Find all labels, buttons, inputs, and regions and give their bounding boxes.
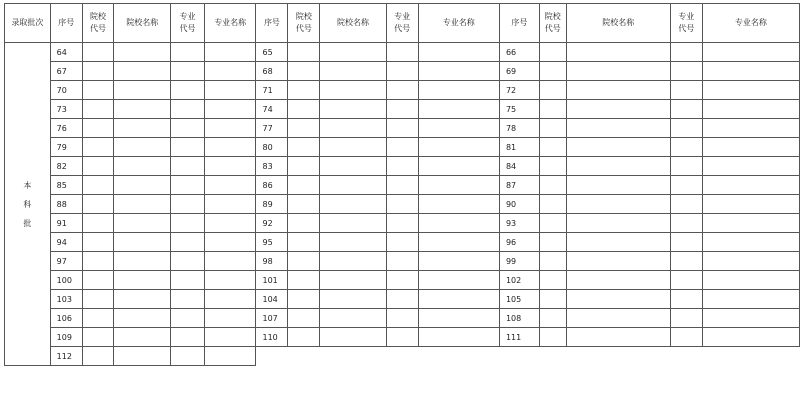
- school-name-input[interactable]: [320, 214, 386, 233]
- school-code-input[interactable]: [539, 138, 566, 157]
- school-name-input[interactable]: [320, 290, 386, 309]
- school-code-input[interactable]: [539, 309, 566, 328]
- school-name-input[interactable]: [566, 214, 670, 233]
- school-code-input[interactable]: [539, 233, 566, 252]
- major-code-input[interactable]: [670, 290, 702, 309]
- school-name-input[interactable]: [566, 62, 670, 81]
- empty-filler: [256, 347, 800, 366]
- seq-cell: 64: [50, 43, 82, 62]
- major-name-input[interactable]: [702, 176, 799, 195]
- major-name-input[interactable]: [204, 195, 256, 214]
- school-code-input[interactable]: [82, 157, 114, 176]
- major-code-input[interactable]: [670, 138, 702, 157]
- major-code-input[interactable]: [171, 347, 205, 366]
- major-code-input[interactable]: [670, 62, 702, 81]
- header-major-code-text: 专业代号: [179, 12, 196, 33]
- school-name-input[interactable]: [566, 176, 670, 195]
- major-name-input[interactable]: [204, 43, 256, 62]
- major-name-input[interactable]: [702, 138, 799, 157]
- school-code-input[interactable]: [288, 119, 320, 138]
- seq-cell: 77: [256, 119, 288, 138]
- major-code-input[interactable]: [386, 233, 418, 252]
- school-code-input[interactable]: [539, 119, 566, 138]
- school-code-input[interactable]: [82, 290, 114, 309]
- major-name-input[interactable]: [702, 309, 799, 328]
- school-name-input[interactable]: [320, 138, 386, 157]
- major-code-input[interactable]: [386, 138, 418, 157]
- school-code-input[interactable]: [82, 62, 114, 81]
- major-code-input[interactable]: [670, 195, 702, 214]
- major-name-input[interactable]: [204, 176, 256, 195]
- school-name-input[interactable]: [320, 81, 386, 100]
- school-code-input[interactable]: [82, 81, 114, 100]
- major-name-input[interactable]: [418, 309, 499, 328]
- seq-cell: 96: [499, 233, 539, 252]
- school-name-input[interactable]: [566, 271, 670, 290]
- major-code-input[interactable]: [386, 290, 418, 309]
- header-seq: 序号: [50, 4, 82, 43]
- seq-cell: 106: [50, 309, 82, 328]
- major-name-input[interactable]: [418, 271, 499, 290]
- major-name-input[interactable]: [204, 271, 256, 290]
- table-row: [5, 233, 800, 252]
- major-name-input[interactable]: [204, 81, 256, 100]
- major-code-input[interactable]: [386, 81, 418, 100]
- major-name-input[interactable]: [418, 157, 499, 176]
- major-name-input[interactable]: [702, 252, 799, 271]
- school-name-input[interactable]: [114, 138, 171, 157]
- major-code-input[interactable]: [171, 271, 205, 290]
- major-code-input[interactable]: [171, 214, 205, 233]
- seq-cell: 90: [499, 195, 539, 214]
- major-name-input[interactable]: [418, 138, 499, 157]
- header-seq: 序号: [499, 4, 539, 43]
- header-major-code: [386, 4, 418, 43]
- header-school-name: 院校名称: [114, 4, 171, 43]
- school-name-input[interactable]: [320, 271, 386, 290]
- school-name-input[interactable]: [114, 176, 171, 195]
- school-code-input[interactable]: [288, 290, 320, 309]
- seq-cell: 84: [499, 157, 539, 176]
- seq-cell: 86: [256, 176, 288, 195]
- school-code-input[interactable]: [539, 43, 566, 62]
- seq-cell: 83: [256, 157, 288, 176]
- school-name-input[interactable]: [114, 119, 171, 138]
- major-code-input[interactable]: [171, 233, 205, 252]
- school-code-input[interactable]: [82, 328, 114, 347]
- school-code-input[interactable]: [539, 81, 566, 100]
- school-code-input[interactable]: [82, 214, 114, 233]
- table-row: [5, 62, 800, 81]
- major-name-input[interactable]: [702, 157, 799, 176]
- school-name-input[interactable]: [114, 81, 171, 100]
- school-name-input[interactable]: [320, 176, 386, 195]
- school-name-input[interactable]: [114, 347, 171, 366]
- seq-cell: 110: [256, 328, 288, 347]
- school-name-input[interactable]: [566, 138, 670, 157]
- seq-cell: 112: [50, 347, 82, 366]
- major-name-input[interactable]: [702, 100, 799, 119]
- school-name-input[interactable]: [114, 43, 171, 62]
- school-code-input[interactable]: [82, 195, 114, 214]
- school-name-input[interactable]: [114, 252, 171, 271]
- seq-cell: 104: [256, 290, 288, 309]
- major-code-input[interactable]: [386, 119, 418, 138]
- seq-cell: 78: [499, 119, 539, 138]
- table-row: [5, 176, 800, 195]
- major-code-input[interactable]: [171, 309, 205, 328]
- major-code-input[interactable]: [670, 214, 702, 233]
- school-code-input[interactable]: [82, 233, 114, 252]
- major-name-input[interactable]: [204, 233, 256, 252]
- major-code-input[interactable]: [386, 328, 418, 347]
- table-row: [5, 195, 800, 214]
- school-code-input[interactable]: [82, 252, 114, 271]
- seq-cell: 65: [256, 43, 288, 62]
- major-code-input[interactable]: [670, 271, 702, 290]
- table-row: [5, 43, 800, 62]
- school-code-input[interactable]: [539, 157, 566, 176]
- school-code-input[interactable]: [288, 176, 320, 195]
- school-name-input[interactable]: [320, 328, 386, 347]
- major-code-input[interactable]: [670, 176, 702, 195]
- school-name-input[interactable]: [566, 157, 670, 176]
- major-name-input[interactable]: [418, 195, 499, 214]
- seq-cell: 85: [50, 176, 82, 195]
- header-major-code: [670, 4, 702, 43]
- major-name-input[interactable]: [204, 62, 256, 81]
- school-name-input[interactable]: [566, 328, 670, 347]
- school-name-input[interactable]: [566, 195, 670, 214]
- school-code-input[interactable]: [82, 347, 114, 366]
- major-code-input[interactable]: [171, 43, 205, 62]
- seq-cell: 100: [50, 271, 82, 290]
- seq-cell: 68: [256, 62, 288, 81]
- school-code-input[interactable]: [288, 252, 320, 271]
- seq-cell: 80: [256, 138, 288, 157]
- seq-cell: 88: [50, 195, 82, 214]
- school-name-input[interactable]: [114, 328, 171, 347]
- school-code-input[interactable]: [82, 176, 114, 195]
- header-school-name: 院校名称: [320, 4, 386, 43]
- major-code-input[interactable]: [171, 176, 205, 195]
- major-code-input[interactable]: [386, 176, 418, 195]
- major-code-input[interactable]: [171, 328, 205, 347]
- major-name-input[interactable]: [702, 62, 799, 81]
- volunteer-form-table: [4, 3, 800, 366]
- seq-cell: 108: [499, 309, 539, 328]
- major-code-input[interactable]: [171, 100, 205, 119]
- table-row: [5, 271, 800, 290]
- major-code-input[interactable]: [670, 157, 702, 176]
- header-major-code: [171, 4, 205, 43]
- header-row: [5, 4, 800, 43]
- major-code-input[interactable]: [386, 252, 418, 271]
- school-name-input[interactable]: [320, 309, 386, 328]
- major-name-input[interactable]: [418, 81, 499, 100]
- seq-cell: 66: [499, 43, 539, 62]
- seq-cell: 75: [499, 100, 539, 119]
- seq-cell: 76: [50, 119, 82, 138]
- major-name-input[interactable]: [204, 328, 256, 347]
- major-name-input[interactable]: [204, 138, 256, 157]
- header-school-code: [539, 4, 566, 43]
- seq-cell: 72: [499, 81, 539, 100]
- seq-cell: 74: [256, 100, 288, 119]
- school-name-input[interactable]: [320, 119, 386, 138]
- major-code-input[interactable]: [670, 43, 702, 62]
- school-name-input[interactable]: [114, 62, 171, 81]
- major-code-input[interactable]: [171, 290, 205, 309]
- header-major-name: 专业名称: [702, 4, 799, 43]
- major-name-input[interactable]: [418, 43, 499, 62]
- major-code-input[interactable]: [386, 271, 418, 290]
- header-major-name: 专业名称: [204, 4, 256, 43]
- school-name-input[interactable]: [114, 290, 171, 309]
- school-code-input[interactable]: [288, 138, 320, 157]
- major-name-input[interactable]: [204, 100, 256, 119]
- table-row: [5, 309, 800, 328]
- major-code-input[interactable]: [171, 62, 205, 81]
- header-major-name: 专业名称: [418, 4, 499, 43]
- school-name-input[interactable]: [114, 309, 171, 328]
- school-code-input[interactable]: [82, 43, 114, 62]
- major-code-input[interactable]: [171, 81, 205, 100]
- school-name-input[interactable]: [320, 100, 386, 119]
- school-code-input[interactable]: [288, 81, 320, 100]
- school-code-input[interactable]: [539, 195, 566, 214]
- table-row: [5, 290, 800, 309]
- table-row: [5, 81, 800, 100]
- major-name-input[interactable]: [702, 43, 799, 62]
- table-row: [5, 100, 800, 119]
- school-name-input[interactable]: [114, 271, 171, 290]
- major-code-input[interactable]: [171, 157, 205, 176]
- seq-cell: 91: [50, 214, 82, 233]
- school-name-input[interactable]: [320, 252, 386, 271]
- school-name-input[interactable]: [114, 157, 171, 176]
- major-code-input[interactable]: [386, 43, 418, 62]
- header-school-code: [82, 4, 114, 43]
- major-code-input[interactable]: [670, 309, 702, 328]
- seq-cell: 69: [499, 62, 539, 81]
- seq-cell: 73: [50, 100, 82, 119]
- seq-cell: 87: [499, 176, 539, 195]
- major-name-input[interactable]: [702, 119, 799, 138]
- major-name-input[interactable]: [702, 195, 799, 214]
- major-name-input[interactable]: [204, 157, 256, 176]
- major-name-input[interactable]: [204, 309, 256, 328]
- school-name-input[interactable]: [566, 100, 670, 119]
- seq-cell: 109: [50, 328, 82, 347]
- school-name-input[interactable]: [566, 119, 670, 138]
- seq-cell: 103: [50, 290, 82, 309]
- school-code-input[interactable]: [82, 100, 114, 119]
- seq-cell: 107: [256, 309, 288, 328]
- major-name-input[interactable]: [702, 81, 799, 100]
- table-row: [5, 252, 800, 271]
- school-code-input[interactable]: [288, 100, 320, 119]
- seq-cell: 111: [499, 328, 539, 347]
- header-school-code: [288, 4, 320, 43]
- seq-cell: 81: [499, 138, 539, 157]
- major-code-input[interactable]: [670, 81, 702, 100]
- major-name-input[interactable]: [702, 233, 799, 252]
- major-code-input[interactable]: [171, 138, 205, 157]
- major-code-input[interactable]: [171, 119, 205, 138]
- batch-cell: [5, 43, 51, 366]
- major-name-input[interactable]: [418, 119, 499, 138]
- major-code-input[interactable]: [386, 309, 418, 328]
- major-name-input[interactable]: [418, 328, 499, 347]
- table-row: [5, 347, 800, 366]
- major-code-input[interactable]: [670, 252, 702, 271]
- major-name-input[interactable]: [204, 252, 256, 271]
- school-code-input[interactable]: [82, 138, 114, 157]
- school-code-input[interactable]: [539, 271, 566, 290]
- school-name-input[interactable]: [320, 195, 386, 214]
- school-code-input[interactable]: [288, 62, 320, 81]
- table-row: [5, 328, 800, 347]
- seq-cell: 67: [50, 62, 82, 81]
- school-name-input[interactable]: [566, 252, 670, 271]
- major-code-input[interactable]: [670, 233, 702, 252]
- major-code-input[interactable]: [386, 195, 418, 214]
- major-name-input[interactable]: [418, 214, 499, 233]
- header-seq: 序号: [256, 4, 288, 43]
- major-name-input[interactable]: [418, 100, 499, 119]
- major-code-input[interactable]: [386, 100, 418, 119]
- school-code-input[interactable]: [82, 309, 114, 328]
- major-code-input[interactable]: [670, 119, 702, 138]
- header-school-code-text: 院校代号: [544, 12, 561, 33]
- seq-cell: 93: [499, 214, 539, 233]
- school-code-input[interactable]: [288, 271, 320, 290]
- major-name-input[interactable]: [204, 347, 256, 366]
- major-name-input[interactable]: [418, 176, 499, 195]
- school-name-input[interactable]: [320, 157, 386, 176]
- header-school-code-text: 院校代号: [295, 12, 312, 33]
- table-row: [5, 119, 800, 138]
- batch-label: 本科批: [23, 180, 32, 228]
- school-code-input[interactable]: [82, 119, 114, 138]
- header-major-code-text: 专业代号: [394, 12, 411, 33]
- major-name-input[interactable]: [702, 290, 799, 309]
- school-code-input[interactable]: [288, 157, 320, 176]
- major-code-input[interactable]: [386, 214, 418, 233]
- school-name-input[interactable]: [114, 195, 171, 214]
- school-name-input[interactable]: [114, 233, 171, 252]
- major-name-input[interactable]: [204, 290, 256, 309]
- school-name-input[interactable]: [566, 290, 670, 309]
- school-code-input[interactable]: [539, 290, 566, 309]
- header-major-code-text: 专业代号: [678, 12, 695, 33]
- header-school-name: 院校名称: [566, 4, 670, 43]
- seq-cell: 92: [256, 214, 288, 233]
- seq-cell: 79: [50, 138, 82, 157]
- school-name-input[interactable]: [114, 214, 171, 233]
- seq-cell: 97: [50, 252, 82, 271]
- school-name-input[interactable]: [320, 233, 386, 252]
- seq-cell: 71: [256, 81, 288, 100]
- major-name-input[interactable]: [702, 214, 799, 233]
- major-code-input[interactable]: [386, 157, 418, 176]
- major-name-input[interactable]: [702, 328, 799, 347]
- school-name-input[interactable]: [566, 233, 670, 252]
- seq-cell: 94: [50, 233, 82, 252]
- major-code-input[interactable]: [171, 195, 205, 214]
- school-code-input[interactable]: [539, 328, 566, 347]
- seq-cell: 82: [50, 157, 82, 176]
- school-code-input[interactable]: [288, 43, 320, 62]
- seq-cell: 105: [499, 290, 539, 309]
- school-code-input[interactable]: [288, 328, 320, 347]
- school-name-input[interactable]: [566, 309, 670, 328]
- seq-cell: 89: [256, 195, 288, 214]
- school-code-input[interactable]: [288, 195, 320, 214]
- school-code-input[interactable]: [82, 271, 114, 290]
- major-code-input[interactable]: [670, 328, 702, 347]
- major-code-input[interactable]: [670, 100, 702, 119]
- major-name-input[interactable]: [418, 62, 499, 81]
- school-name-input[interactable]: [114, 100, 171, 119]
- major-name-input[interactable]: [204, 119, 256, 138]
- school-name-input[interactable]: [320, 43, 386, 62]
- school-code-input[interactable]: [288, 309, 320, 328]
- major-code-input[interactable]: [171, 252, 205, 271]
- major-name-input[interactable]: [702, 271, 799, 290]
- table-row: [5, 157, 800, 176]
- school-code-input[interactable]: [539, 176, 566, 195]
- header-school-code-text: 院校代号: [90, 12, 107, 33]
- major-name-input[interactable]: [418, 290, 499, 309]
- seq-cell: 102: [499, 271, 539, 290]
- school-code-input[interactable]: [539, 214, 566, 233]
- major-name-input[interactable]: [204, 214, 256, 233]
- seq-cell: 101: [256, 271, 288, 290]
- school-code-input[interactable]: [288, 233, 320, 252]
- school-code-input[interactable]: [539, 100, 566, 119]
- header-batch: 录取批次: [5, 4, 51, 43]
- table-row: [5, 214, 800, 233]
- school-code-input[interactable]: [539, 62, 566, 81]
- major-name-input[interactable]: [418, 233, 499, 252]
- school-name-input[interactable]: [320, 62, 386, 81]
- school-code-input[interactable]: [539, 252, 566, 271]
- major-code-input[interactable]: [386, 62, 418, 81]
- seq-cell: 99: [499, 252, 539, 271]
- seq-cell: 70: [50, 81, 82, 100]
- school-code-input[interactable]: [288, 214, 320, 233]
- seq-cell: 95: [256, 233, 288, 252]
- seq-cell: 98: [256, 252, 288, 271]
- table-row: [5, 138, 800, 157]
- school-name-input[interactable]: [566, 81, 670, 100]
- major-name-input[interactable]: [418, 252, 499, 271]
- school-name-input[interactable]: [566, 43, 670, 62]
